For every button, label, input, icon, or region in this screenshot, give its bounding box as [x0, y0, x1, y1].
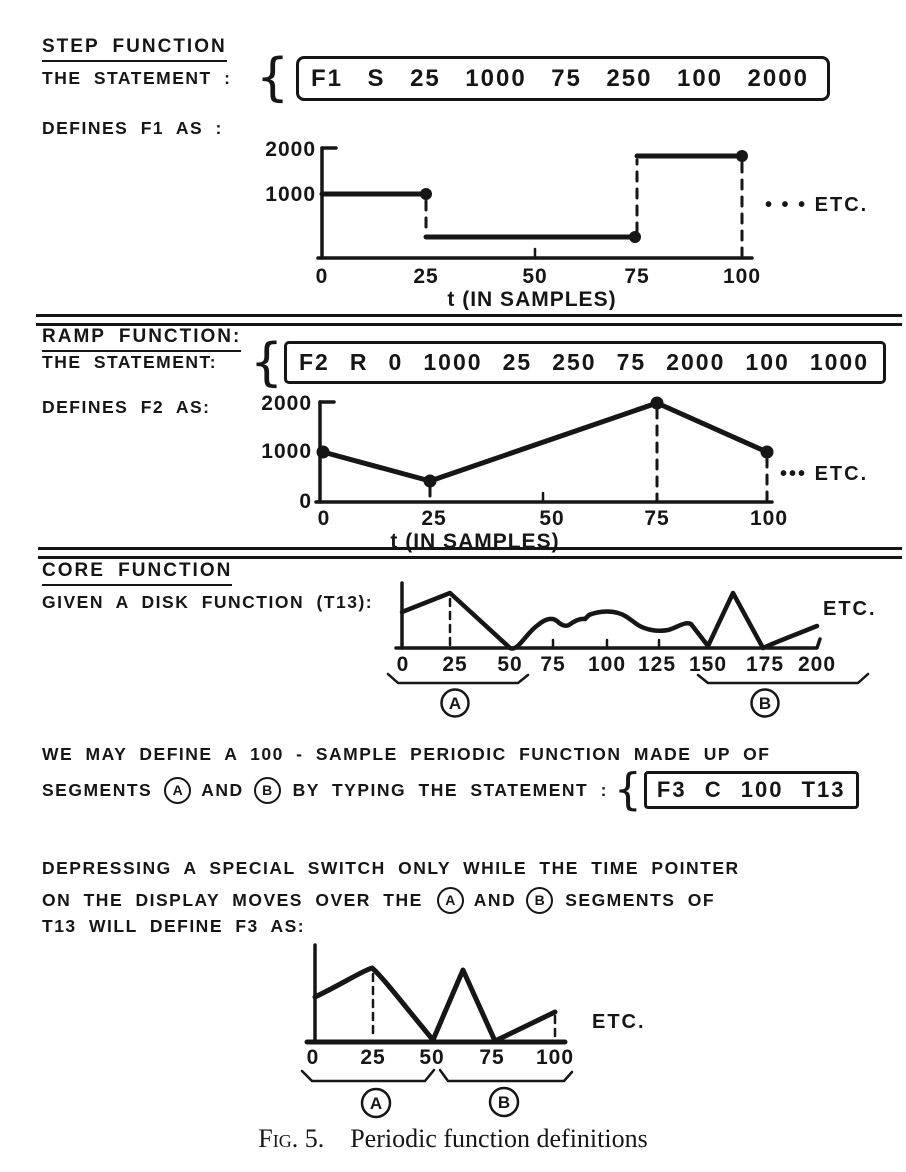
x-axis-title: t (IN SAMPLES) [447, 288, 617, 310]
define-paragraph-line1: WE MAY DEFINE A 100 - SAMPLE PERIODIC FUNCTION MADE UP OF [42, 744, 771, 764]
step-statement-box [296, 56, 830, 101]
x-axis-title: t (IN SAMPLES) [390, 530, 560, 553]
switch-paragraph-line1: DEPRESSING A SPECIAL SWITCH ONLY WHILE THE TIME POINTER [42, 858, 740, 878]
ramp-polyline [323, 403, 767, 481]
y-tick-label: 1000 [261, 440, 312, 463]
switch-line2-post: SEGMENTS OF [565, 889, 716, 910]
ramp-section-heading: RAMP FUNCTION: [42, 326, 241, 352]
switch-paragraph-line2 [42, 884, 715, 916]
segment-b-brace [440, 1070, 572, 1081]
x-tick-label: 0 [315, 265, 329, 288]
data-point [420, 188, 432, 200]
define-open-brace: { [613, 764, 642, 815]
segment-b-inline-circle: B [526, 887, 553, 914]
statement-token: F3 [656, 777, 687, 802]
statement-token: 25 [502, 349, 533, 375]
segment-a-inline-circle: A [437, 887, 464, 914]
statement-token: S [367, 64, 386, 92]
x-tick-label: 25 [421, 507, 447, 530]
statement-token: 25 [410, 64, 441, 92]
x-tick-label: 125 [637, 653, 677, 676]
x-tick-label: 50 [522, 265, 548, 288]
etc-label: • • • ETC. [765, 194, 869, 216]
segment-b-label: B [497, 1093, 511, 1112]
y-tick-label: 1000 [265, 183, 316, 206]
x-tick-label: 0 [317, 507, 331, 530]
statement-token: 100 [740, 777, 784, 802]
segment-b-inline-circle: B [254, 777, 281, 804]
segment-b-label: B [758, 694, 772, 713]
ramp-open-brace: { [250, 333, 284, 393]
define-line2-mid: AND [201, 779, 244, 800]
step-statement-label: THE STATEMENT : [42, 68, 232, 88]
x-tick-label: 25 [360, 1046, 386, 1069]
switch-line2-mid: AND [473, 889, 517, 910]
define-paragraph-line2 [42, 764, 859, 815]
statement-token: 0 [388, 349, 404, 375]
segment-a-label: A [448, 694, 462, 713]
define-line2-pre: SEGMENTS [42, 779, 153, 800]
y-tick-label: 0 [299, 490, 312, 513]
statement-token: F1 [311, 64, 344, 92]
x-tick-label: 75 [479, 1046, 505, 1069]
statement-token: R [349, 349, 369, 375]
data-point [629, 231, 641, 243]
disk-function-curve [402, 593, 817, 649]
section-divider [38, 547, 902, 559]
etc-label: ETC. [592, 1011, 646, 1033]
segment-a-inline-circle: A [164, 777, 191, 804]
etc-label: ••• ETC. [780, 463, 869, 485]
core-given-label: GIVEN A DISK FUNCTION (T13): [42, 592, 374, 612]
statement-token: 1000 [465, 64, 527, 92]
x-tick-label: 200 [797, 653, 837, 676]
step-open-brace: { [256, 48, 290, 108]
ramp-statement-box [284, 341, 886, 384]
ramp-function-plot [260, 388, 906, 556]
step-defines-label: DEFINES F1 AS : [42, 118, 223, 138]
x-tick-label: 0 [396, 653, 410, 676]
x-tick-label: 100 [722, 265, 762, 288]
step-function-plot [260, 130, 900, 310]
figure-caption [0, 1124, 906, 1154]
x-tick-label: 75 [624, 265, 650, 288]
statement-token: 75 [616, 349, 647, 375]
x-tick-label: 25 [413, 265, 439, 288]
core-section-heading: CORE FUNCTION [42, 560, 232, 586]
f3-curve [315, 968, 555, 1041]
data-point [317, 446, 330, 459]
data-point [736, 150, 748, 162]
statement-token: 100 [676, 64, 724, 92]
statement-token: 100 [745, 349, 790, 375]
x-tick-label: 175 [745, 653, 785, 676]
x-tick-label: 25 [442, 653, 468, 676]
core-function-plot [380, 575, 906, 725]
figure-caption-text: Periodic function definitions [350, 1124, 648, 1153]
statement-token: 75 [551, 64, 582, 92]
segment-a-brace [302, 1070, 434, 1081]
ramp-statement-label: THE STATEMENT: [42, 352, 218, 372]
x-tick-label: 75 [644, 507, 670, 530]
x-tick-label: 150 [688, 653, 728, 676]
section-divider [36, 314, 902, 326]
define-line2-post: BY TYPING THE STATEMENT : [292, 779, 608, 800]
statement-token: 1000 [423, 349, 483, 375]
core-statement-box [644, 771, 859, 809]
statement-token: 2000 [666, 349, 726, 375]
x-tick-label: 50 [419, 1046, 445, 1069]
figure-number: Fig. 5. [258, 1124, 325, 1153]
switch-line2-pre: ON THE DISPLAY MOVES OVER THE [42, 889, 423, 910]
y-tick-label: 2000 [265, 138, 316, 161]
x-tick-label: 100 [535, 1046, 575, 1069]
switch-paragraph-line3: T13 WILL DEFINE F3 AS: [42, 916, 306, 936]
ramp-defines-label: DEFINES F2 AS: [42, 397, 211, 417]
statement-token: T13 [801, 777, 846, 802]
segment-a-label: A [369, 1094, 383, 1113]
statement-token: 250 [552, 349, 597, 375]
x-tick-label: 75 [540, 653, 566, 676]
y-tick-label: 2000 [261, 392, 312, 415]
x-tick-label: 100 [587, 653, 627, 676]
x-tick-label: 50 [539, 507, 565, 530]
statement-token: C [704, 777, 723, 802]
x-tick-label: 100 [749, 507, 789, 530]
etc-label: ETC. [823, 598, 877, 620]
x-tick-label: 0 [306, 1046, 320, 1069]
statement-token: F2 [299, 349, 330, 375]
statement-token: 2000 [747, 64, 809, 92]
statement-token: 250 [606, 64, 653, 92]
x-tick-label: 50 [497, 653, 523, 676]
statement-token: 1000 [809, 349, 869, 375]
f3-function-plot [250, 938, 680, 1123]
step-section-heading: STEP FUNCTION [42, 36, 227, 62]
